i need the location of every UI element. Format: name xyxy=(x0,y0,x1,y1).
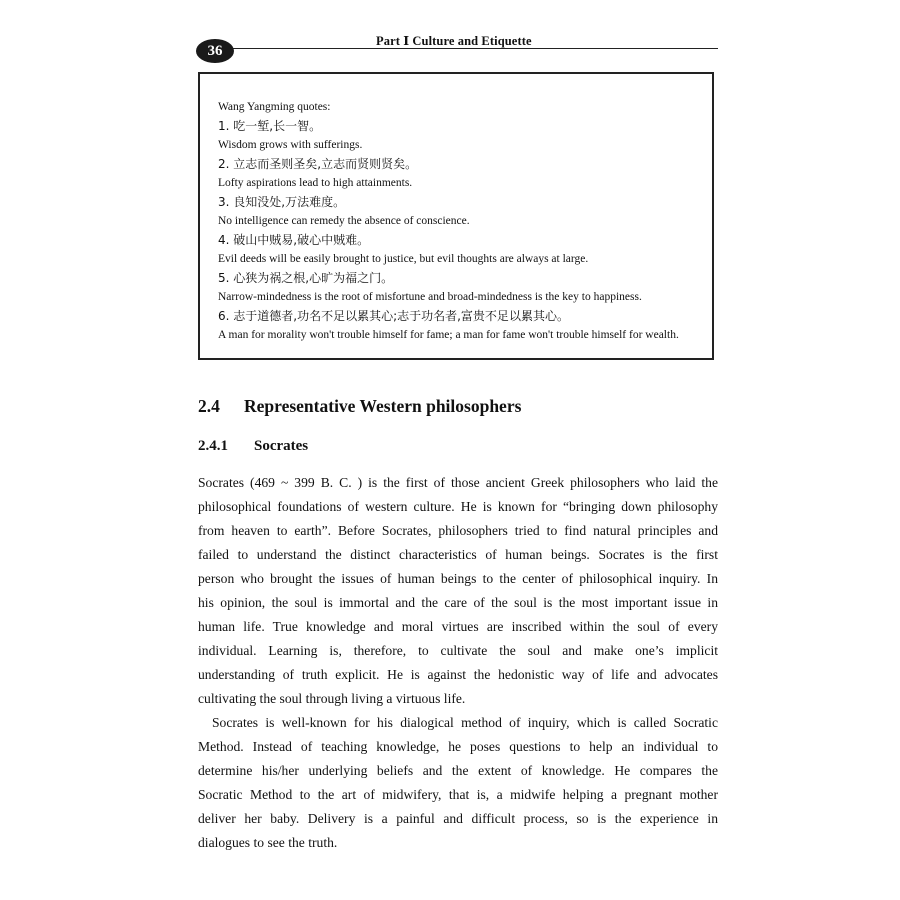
quote-line-chinese: 2. 立志而圣则圣矣,立志而贤则贤矣。 xyxy=(218,157,418,171)
text-line: philosophical foundations of western culture. He is known for “bringing down philosophy xyxy=(198,499,718,514)
section-title: Representative Western philosophers xyxy=(244,396,522,416)
section-heading xyxy=(198,396,521,417)
text-line: Method. Instead of teaching knowledge, he poses questions to help an individual to xyxy=(198,739,718,754)
text-line: his opinion, the soul is immortal and the care of the soul is the most important issue in xyxy=(198,595,718,610)
text-line: person who brought the issues of human beings to the center of philosophical inquiry. In xyxy=(198,571,718,586)
paragraph xyxy=(198,471,718,711)
text-line: dialogues to see the truth. xyxy=(198,835,338,850)
quote-line-chinese: 3. 良知没处,万法难度。 xyxy=(218,195,346,209)
quote-line-chinese: 4. 破山中贼易,破心中贼难。 xyxy=(218,233,370,247)
subsection-title: Socrates xyxy=(254,438,309,454)
text-line: from heaven to earth”. Before Socrates, philosophers tried to find natural principles and xyxy=(198,523,718,538)
subsection-number: 2.4.1 xyxy=(198,438,228,454)
text-line: deliver her baby. Delivery is a painful and difficult process, so is the experience in xyxy=(198,811,718,826)
text-line: human life. True knowledge and moral virtues are inscribed within the soul of every xyxy=(198,619,718,634)
quote-lines xyxy=(218,98,679,345)
quote-line-chinese: 6. 志于道德者,功名不足以累其心;志于功名者,富贵不足以累其心。 xyxy=(218,309,569,323)
quote-line-english: Wisdom grows with sufferings. xyxy=(218,139,363,151)
quote-line-english: A man for morality won't trouble himself for fame; a man for fame won't trouble himself for wealth. xyxy=(218,329,679,341)
quote-box xyxy=(198,72,714,360)
quote-line-english: Lofty aspirations lead to high attainments. xyxy=(218,177,413,189)
section-number: 2.4 xyxy=(198,396,220,416)
subsection-heading xyxy=(198,438,308,455)
body-text xyxy=(198,471,718,855)
page-number-badge: 36 xyxy=(196,39,234,63)
quote-line-english: No intelligence can remedy the absence of conscience. xyxy=(218,215,470,227)
page-header xyxy=(196,30,718,62)
text-line: Socrates (469 ~ 399 B. C. ) is the first of those ancient Greek philosophers who laid the xyxy=(198,475,718,490)
quote-line-english: Evil deeds will be easily brought to justice, but evil thoughts are always at large. xyxy=(218,253,589,265)
quote-line-chinese: 5. 心狭为祸之根,心旷为福之门。 xyxy=(218,271,394,285)
running-header-title: Part Ⅰ Culture and Etiquette xyxy=(376,34,532,48)
text-line: individual. Learning is, therefore, to cultivate the soul and make one’s implicit xyxy=(198,643,718,658)
text-line: determine his/her underlying beliefs and the extent of knowledge. He compares the xyxy=(198,763,718,778)
text-line: Socratic Method to the art of midwifery, that is, a midwife helping a pregnant mother xyxy=(198,787,718,802)
quote-line-chinese: 1. 吃一堑,长一智。 xyxy=(218,119,322,133)
text-line: cultivating the soul through living a virtuous life. xyxy=(198,691,466,706)
text-line: understanding of truth explicit. He is against the hedonistic way of life and advocates xyxy=(198,667,718,682)
quote-line: Wang Yangming quotes: xyxy=(218,101,331,113)
text-line: failed to understand the distinct characteristics of human beings. Socrates is the first xyxy=(198,547,718,562)
text-line: Socrates is well-known for his dialogical method of inquiry, which is called Socratic xyxy=(212,715,718,730)
quote-line-english: Narrow-mindedness is the root of misfortune and broad-mindedness is the key to happiness. xyxy=(218,291,642,303)
paragraph xyxy=(198,711,718,855)
